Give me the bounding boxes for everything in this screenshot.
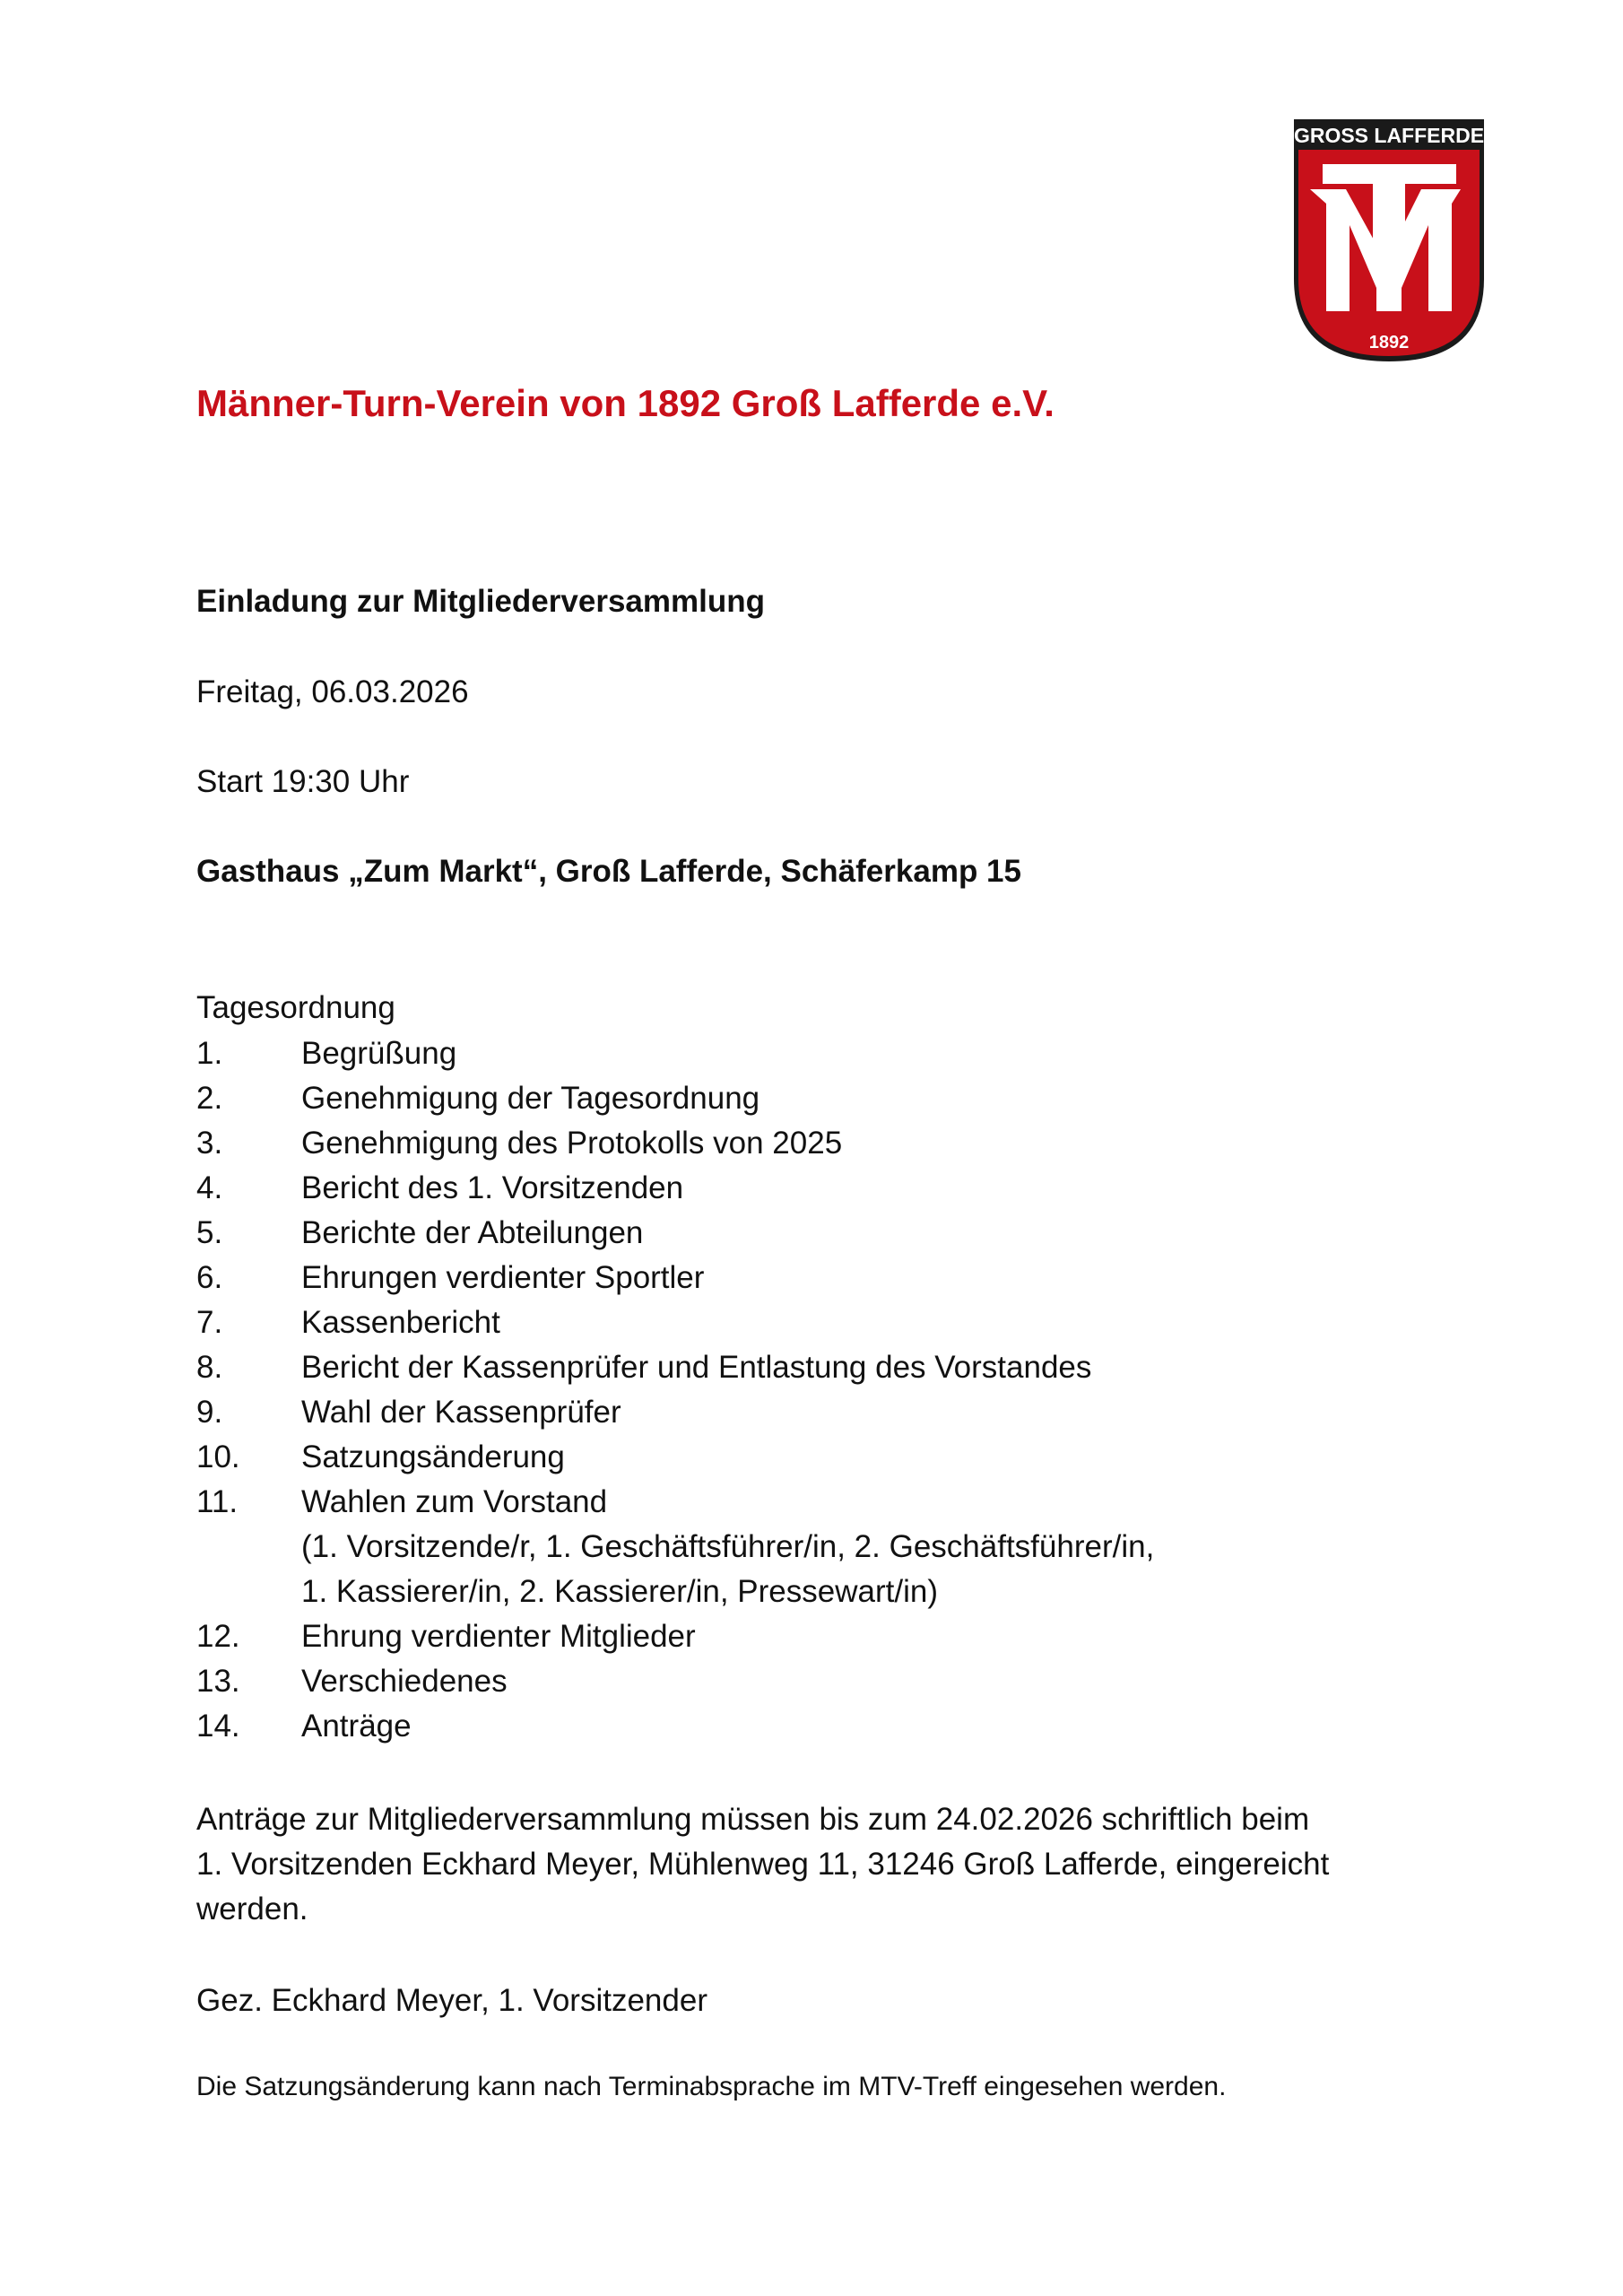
agenda-item-number: 4. bbox=[196, 1170, 223, 1205]
motions-text-line: Anträge zur Mitgliederversammlung müssen bis zum 24.02.2026 schriftlich beim bbox=[196, 1802, 1310, 1837]
agenda-item-text: Berichte der Abteilungen bbox=[301, 1215, 644, 1250]
agenda-item-text: Anträge bbox=[301, 1709, 412, 1744]
agenda-item-text: Genehmigung des Protokolls von 2025 bbox=[301, 1126, 843, 1161]
club-logo bbox=[1292, 117, 1486, 363]
agenda-item-number: 11. bbox=[196, 1484, 239, 1519]
agenda-item-number: 2. bbox=[196, 1081, 223, 1116]
agenda-item-text: Verschiedenes bbox=[301, 1664, 508, 1699]
agenda-item-text: Wahlen zum Vorstand bbox=[301, 1484, 608, 1519]
agenda-item-text: Satzungsänderung bbox=[301, 1439, 565, 1474]
agenda-item-text: Kassenbericht bbox=[301, 1305, 500, 1340]
motions-text-line: werden. bbox=[196, 1892, 308, 1926]
agenda-item-number: 6. bbox=[196, 1260, 223, 1295]
meeting-venue: Gasthaus „Zum Markt“, Groß Lafferde, Schäferkamp 15 bbox=[196, 854, 1021, 889]
motions-text-line: 1. Vorsitzenden Eckhard Meyer, Mühlenweg 11, 31246 Groß Lafferde, eingereicht bbox=[196, 1847, 1330, 1882]
agenda-item-detail: (1. Vorsitzende/r, 1. Geschäftsführer/in, 2. Geschäftsführer/in, bbox=[301, 1529, 1155, 1564]
club-name-title: Männer-Turn-Verein von 1892 Groß Lafferde e.V. bbox=[196, 382, 1055, 424]
agenda-item-number: 14. bbox=[196, 1709, 240, 1744]
agenda-item-text: Ehrung verdienter Mitglieder bbox=[301, 1619, 696, 1654]
agenda-item-text: Wahl der Kassenprüfer bbox=[301, 1395, 621, 1430]
agenda-item-text: Bericht des 1. Vorsitzenden bbox=[301, 1170, 684, 1205]
meeting-date: Freitag, 06.03.2026 bbox=[196, 674, 469, 709]
agenda-item-number: 5. bbox=[196, 1215, 223, 1250]
agenda-heading: Tagesordnung bbox=[196, 990, 395, 1025]
agenda-item-detail: 1. Kassierer/in, 2. Kassierer/in, Pressewart/in) bbox=[301, 1574, 938, 1609]
svg-text:GROSS LAFFERDE: GROSS LAFFERDE bbox=[1293, 124, 1485, 147]
signature: Gez. Eckhard Meyer, 1. Vorsitzender bbox=[196, 1983, 707, 2018]
meeting-start-time: Start 19:30 Uhr bbox=[196, 764, 410, 799]
footnote: Die Satzungsänderung kann nach Terminabsprache im MTV-Treff eingesehen werden. bbox=[196, 2072, 1227, 2101]
agenda-item-number: 13. bbox=[196, 1664, 240, 1699]
agenda-item-text: Bericht der Kassenprüfer und Entlastung des Vorstandes bbox=[301, 1350, 1092, 1385]
agenda-item-number: 1. bbox=[196, 1036, 223, 1071]
agenda-item-text: Begrüßung bbox=[301, 1036, 457, 1071]
agenda-item-number: 8. bbox=[196, 1350, 223, 1385]
svg-text:1892: 1892 bbox=[1368, 333, 1410, 352]
agenda-item-number: 12. bbox=[196, 1619, 240, 1654]
agenda-item-number: 3. bbox=[196, 1126, 223, 1161]
agenda-item-number: 10. bbox=[196, 1439, 240, 1474]
agenda-item-number: 7. bbox=[196, 1305, 223, 1340]
agenda-item-text: Genehmigung der Tagesordnung bbox=[301, 1081, 760, 1116]
agenda-item-number: 9. bbox=[196, 1395, 223, 1430]
agenda-item-text: Ehrungen verdienter Sportler bbox=[301, 1260, 705, 1295]
invitation-heading: Einladung zur Mitgliederversammlung bbox=[196, 584, 765, 619]
